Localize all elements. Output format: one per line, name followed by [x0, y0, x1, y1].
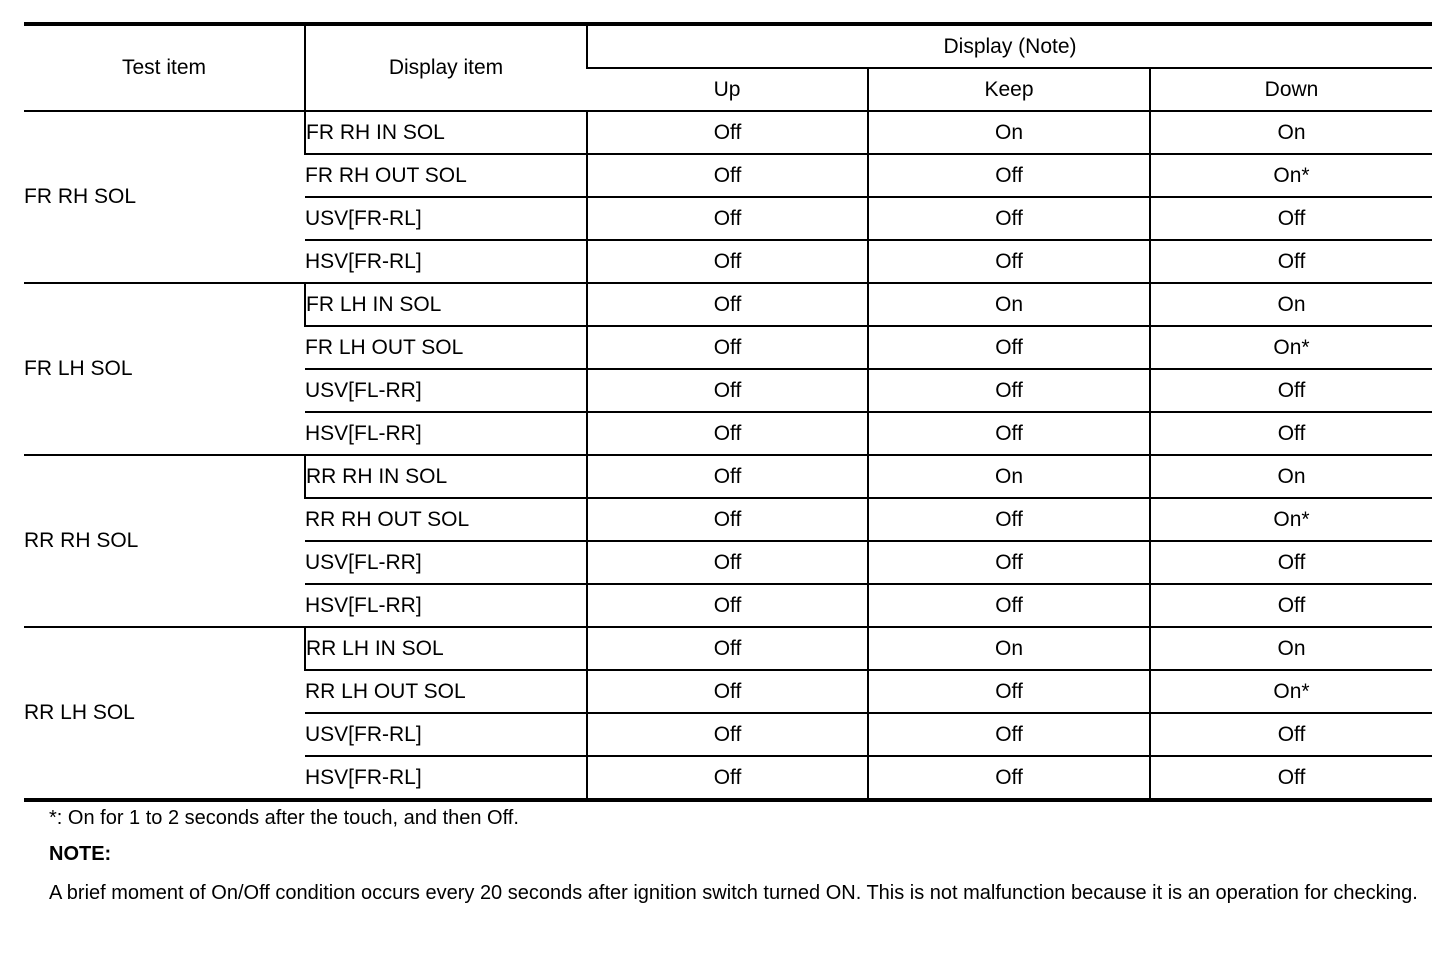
keep-value-cell: Off — [868, 412, 1150, 455]
keep-value-cell: Off — [868, 326, 1150, 369]
keep-value-cell: Off — [868, 756, 1150, 800]
display-item-cell: RR LH IN SOL — [305, 627, 587, 670]
display-item-cell: FR RH OUT SOL — [305, 154, 587, 197]
down-value-cell: On* — [1150, 326, 1432, 369]
test-item-cell: RR RH SOL — [24, 455, 305, 627]
up-value-cell: Off — [587, 197, 868, 240]
table-row — [24, 283, 1432, 326]
keep-value-cell: Off — [868, 369, 1150, 412]
down-value-cell: Off — [1150, 369, 1432, 412]
keep-value-cell: Off — [868, 584, 1150, 627]
down-value-cell: On — [1150, 455, 1432, 498]
header-keep: Keep — [868, 68, 1150, 111]
display-item-cell: RR RH IN SOL — [305, 455, 587, 498]
up-value-cell: Off — [587, 541, 868, 584]
down-value-cell: On — [1150, 111, 1432, 154]
keep-value-cell: On — [868, 455, 1150, 498]
up-value-cell: Off — [587, 756, 868, 800]
header-down: Down — [1150, 68, 1432, 111]
up-value-cell: Off — [587, 455, 868, 498]
display-item-cell: HSV[FR-RL] — [305, 240, 587, 283]
keep-value-cell: Off — [868, 541, 1150, 584]
test-item-cell: FR LH SOL — [24, 283, 305, 455]
table-row — [24, 627, 1432, 670]
down-value-cell: On* — [1150, 670, 1432, 713]
up-value-cell: Off — [587, 713, 868, 756]
test-item-cell: RR LH SOL — [24, 627, 305, 800]
display-item-cell: RR LH OUT SOL — [305, 670, 587, 713]
header-display-note: Display (Note) — [587, 24, 1432, 68]
keep-value-cell: Off — [868, 713, 1150, 756]
down-value-cell: On — [1150, 627, 1432, 670]
up-value-cell: Off — [587, 369, 868, 412]
table-row — [24, 455, 1432, 498]
header-up: Up — [587, 68, 868, 111]
down-value-cell: On — [1150, 283, 1432, 326]
display-item-cell: HSV[FL-RR] — [305, 584, 587, 627]
down-value-cell: Off — [1150, 197, 1432, 240]
keep-value-cell: Off — [868, 154, 1150, 197]
header-row-1 — [24, 24, 1432, 68]
display-item-cell: FR LH IN SOL — [305, 283, 587, 326]
down-value-cell: Off — [1150, 412, 1432, 455]
display-item-cell: USV[FL-RR] — [305, 541, 587, 584]
keep-value-cell: Off — [868, 498, 1150, 541]
up-value-cell: Off — [587, 326, 868, 369]
up-value-cell: Off — [587, 111, 868, 154]
up-value-cell: Off — [587, 412, 868, 455]
display-item-cell: USV[FR-RL] — [305, 713, 587, 756]
up-value-cell: Off — [587, 498, 868, 541]
down-value-cell: On* — [1150, 154, 1432, 197]
display-item-cell: USV[FL-RR] — [305, 369, 587, 412]
solenoid-display-table — [24, 22, 1432, 802]
display-item-cell: RR RH OUT SOL — [305, 498, 587, 541]
keep-value-cell: Off — [868, 197, 1150, 240]
up-value-cell: Off — [587, 584, 868, 627]
down-value-cell: Off — [1150, 756, 1432, 800]
table-row — [24, 111, 1432, 154]
display-item-cell: HSV[FL-RR] — [305, 412, 587, 455]
keep-value-cell: On — [868, 627, 1150, 670]
header-display-item: Display item — [305, 24, 587, 111]
note-label: NOTE: — [49, 843, 112, 865]
down-value-cell: On* — [1150, 498, 1432, 541]
down-value-cell: Off — [1150, 541, 1432, 584]
down-value-cell: Off — [1150, 584, 1432, 627]
up-value-cell: Off — [587, 670, 868, 713]
test-item-cell: FR RH SOL — [24, 111, 305, 283]
down-value-cell: Off — [1150, 713, 1432, 756]
up-value-cell: Off — [587, 283, 868, 326]
display-item-cell: FR RH IN SOL — [305, 111, 587, 154]
keep-value-cell: On — [868, 283, 1150, 326]
keep-value-cell: Off — [868, 240, 1150, 283]
table-body — [24, 111, 1432, 800]
keep-value-cell: On — [868, 111, 1150, 154]
down-value-cell: Off — [1150, 240, 1432, 283]
up-value-cell: Off — [587, 240, 868, 283]
footnote: *: On for 1 to 2 seconds after the touch, and then Off. — [49, 807, 519, 829]
up-value-cell: Off — [587, 154, 868, 197]
display-item-cell: HSV[FR-RL] — [305, 756, 587, 800]
up-value-cell: Off — [587, 627, 868, 670]
header-test-item: Test item — [24, 24, 305, 111]
display-item-cell: USV[FR-RL] — [305, 197, 587, 240]
display-item-cell: FR LH OUT SOL — [305, 326, 587, 369]
note-text: A brief moment of On/Off condition occurs every 20 seconds after ignition switch turned ON. This is not malfunction because it is an operation for checking. — [49, 882, 1418, 904]
keep-value-cell: Off — [868, 670, 1150, 713]
